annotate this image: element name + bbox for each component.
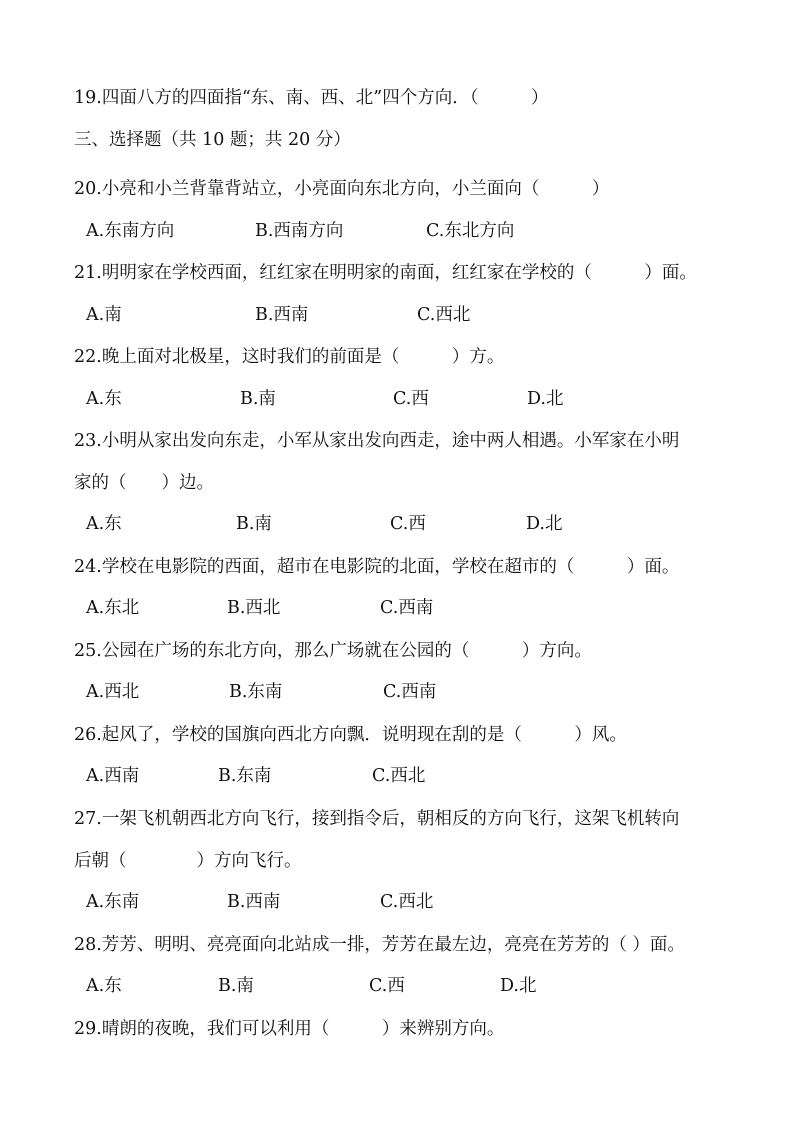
option-22-d: D.北 [527,389,564,409]
option-22-c: C.西 [393,389,429,409]
option-25-c: C.西南 [383,682,437,702]
option-20-a: A.东南方向 [86,221,175,241]
option-27-a: A.东南 [86,892,140,912]
question-29: 29.晴朗的夜晚，我们可以利用（ ）来辨别方向。 [74,1019,505,1039]
option-26-c: C.西北 [372,766,426,786]
option-21-a: A.南 [86,305,122,325]
option-23-b: B.南 [236,514,272,534]
option-22-b: B.南 [240,389,276,409]
option-24-b: B.西北 [227,598,281,618]
option-28-c: C.西 [369,976,405,996]
option-25-a: A.西北 [86,682,140,702]
question-24: 24.学校在电影院的西面，超市在电影院的北面，学校在超市的（ ）面。 [74,557,680,577]
option-28-a: A.东 [86,976,122,996]
question-19: 19.四面八方的四面指“东、南、西、北”四个方向．（ ） [74,88,549,108]
option-21-b: B.西南 [255,305,309,325]
option-28-d: D.北 [500,976,537,996]
option-20-b: B.西南方向 [255,221,344,241]
question-27: 27.一架飞机朝西北方向飞行，接到指令后，朝相反的方向飞行，这架飞机转向 [74,809,680,829]
question-27-continued: 后朝（ ）方向飞行。 [74,851,302,871]
option-28-b: B.南 [218,976,254,996]
option-20-c: C.东北方向 [426,221,515,241]
option-23-c: C.西 [390,514,426,534]
option-26-a: A.西南 [86,766,140,786]
option-23-a: A.东 [86,514,122,534]
question-26: 26.起风了，学校的国旗向西北方向飘．说明现在刮的是（ ）风。 [74,725,627,745]
question-22: 22.晚上面对北极星，这时我们的前面是（ ）方。 [74,347,505,367]
question-21: 21.明明家在学校西面，红红家在明明家的南面，红红家在学校的（ ）面。 [74,263,697,283]
option-22-a: A.东 [86,389,122,409]
option-26-b: B.东南 [218,766,272,786]
question-20: 20.小亮和小兰背靠背站立，小亮面向东北方向，小兰面向（ ） [74,179,610,199]
option-27-b: B.西南 [227,892,281,912]
option-24-c: C.西南 [380,598,434,618]
question-28: 28.芳芳、明明、亮亮面向北站成一排，芳芳在最左边，亮亮在芳芳的（ ）面。 [74,935,685,955]
option-23-d: D.北 [526,514,563,534]
question-25: 25.公园在广场的东北方向，那么广场就在公园的（ ）方向。 [74,641,592,661]
option-21-c: C.西北 [417,305,471,325]
section-heading-choice: 三、选择题（共 10 题；共 20 分） [74,130,351,150]
question-23: 23.小明从家出发向东走，小军从家出发向西走，途中两人相遇。小军家在小明 [74,431,680,451]
option-27-c: C.西北 [380,892,434,912]
option-25-b: B.东南 [229,682,283,702]
question-23-continued: 家的（ ）边。 [74,473,214,493]
option-24-a: A.东北 [86,598,140,618]
